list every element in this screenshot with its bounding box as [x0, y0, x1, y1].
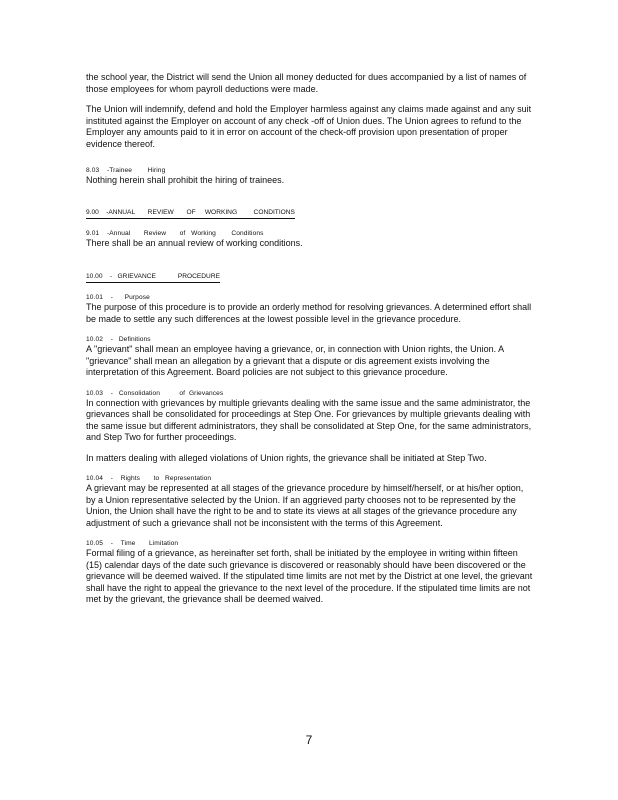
- section-10-03: [86, 389, 534, 465]
- paragraph-indemnify: The Union will indemnify, defend and hold the Employer harmless against any claims made against and any suit instituted against the Employer on account of any check -off of Union dues. The Union agrees to refund to the Employer any amounts paid to it in error on account of the check-off provision upon presentation of proper evidence thereof.: [86, 104, 532, 149]
- section-heading: 10.01 - Purpose: [86, 294, 150, 301]
- section-9-01: [86, 229, 534, 250]
- section-text: In connection with grievances by multiple grievants dealing with the same issue and the same administrator, the grievances shall be consolidated for proceedings at Step One. For grievances by multiple grievants dealing with the same issue but different administrators, they shall be consolidated at Step One, for the same administrators, and Step Two for further proceedings.: [86, 397, 532, 442]
- section-10-02: [86, 335, 534, 379]
- section-10-05: [86, 539, 534, 606]
- section-text: Nothing herein shall prohibit the hiring of trainees.: [86, 175, 285, 185]
- major-heading: 9.00 -ANNUAL REVIEW OF WORKING CONDITIONS: [86, 208, 295, 219]
- section-text: There shall be an annual review of working conditions.: [86, 237, 303, 248]
- section-text: Formal filing of a grievance, as hereinafter set forth, shall be initiated by the employee in writing within fifteen (15) calendar days of the date such grievance is discovered or reasonably should have been discovered or the grievance will be deemed waived. If the stipulated time limits are not met by the District at one level, the grievant shall have the right to appeal the grievance to the next level of the procedure. If the stipulated time limits are not met by the grievant, the grievance shall be deemed waived.: [86, 548, 533, 604]
- section-heading: 10.05 - Time Limitation: [86, 540, 179, 547]
- section-10-00: [86, 265, 534, 293]
- major-heading: 10.00 - GRIEVANCE PROCEDURE: [86, 272, 220, 283]
- section-9-00: [86, 201, 534, 229]
- section-8-03: [86, 166, 534, 187]
- section-heading: 10.02 - Definitions: [86, 336, 151, 343]
- section-text-2: In matters dealing with alleged violations of Union rights, the grievance shall be initiated at Step Two.: [86, 452, 487, 463]
- paragraph-dues-list: the school year, the District will send the Union all money deducted for dues accompanied by a list of names of those employees for whom payroll deductions were made.: [86, 72, 527, 94]
- document-body: [86, 72, 534, 616]
- section-10-01: [86, 293, 534, 325]
- section-heading: 10.04 - Rights to Representation: [86, 475, 212, 482]
- section-text: A grievant may be represented at all stages of the grievance procedure by himself/herself, or at his/her option, by a Union representative selected by the Union. If an aggrieved party chooses not to be represented by the Union, the Union shall have the right to be and to state its views at all stages of the grievance procedure any adjustment of such a grievance shall not be inconsistent with the terms of this Agreement.: [86, 483, 524, 528]
- section-heading: 10.03 - Consolidation of Grievances: [86, 389, 224, 397]
- page-number: 7: [305, 733, 313, 747]
- section-heading: 8.03 -Trainee Hiring: [86, 167, 166, 174]
- section-text: A "grievant" shall mean an employee having a grievance, or, in connection with Union rights, the Union. A "grievance" shall mean an allegation by a grievant that a dispute or dis agreement exists involving the interpretation of this Agreement. Board policies are not subject to this grievance procedure.: [86, 344, 504, 377]
- section-10-04: [86, 474, 534, 529]
- section-text: The purpose of this procedure is to provide an orderly method for resolving grievances. A determined effort shall be made to settle any such differences at the lowest possible level in the grievance procedure.: [86, 302, 532, 324]
- section-heading: 9.01 -Annual Review of Working Conditions: [86, 229, 264, 237]
